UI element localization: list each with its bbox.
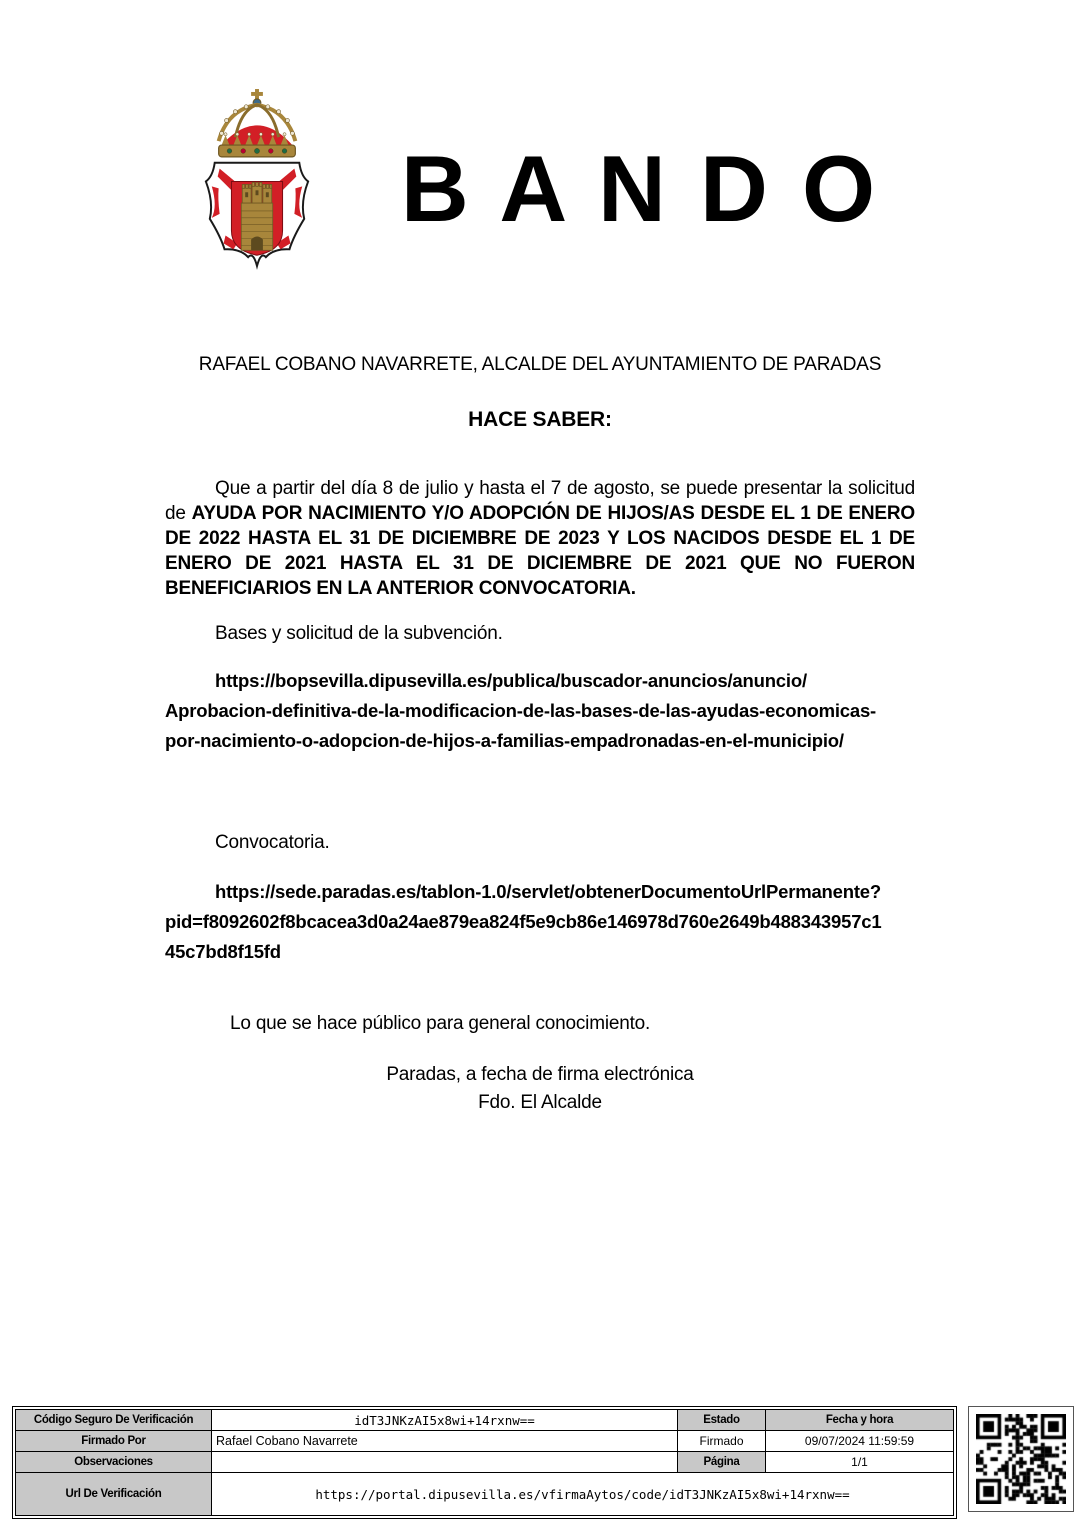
firmado-por-label: Firmado Por <box>16 1431 212 1452</box>
verification-table <box>15 1409 954 1516</box>
addressee-line: RAFAEL COBANO NAVARRETE, ALCALDE DEL AYUNTAMIENTO DE PARADAS <box>198 354 882 375</box>
pagina-value: 1/1 <box>766 1452 954 1473</box>
table-row <box>16 1452 954 1473</box>
pagina-label: Página <box>678 1452 766 1473</box>
url-line[interactable]: por-nacimiento-o-adopcion-de-hijos-a-familias-empadronadas-en-el-municipio/ <box>165 730 844 751</box>
convocatoria-label: Convocatoria. <box>215 832 330 853</box>
csv-label: Código Seguro De Verificación <box>16 1410 212 1431</box>
url-line[interactable]: 45c7bd8f15fd <box>165 941 281 962</box>
table-row <box>16 1410 954 1431</box>
closing-line: Lo que se hace público para general conocimiento. <box>230 1013 651 1034</box>
coat-of-arms-icon <box>198 88 316 270</box>
convocatoria-url <box>165 877 915 967</box>
csv-value: idT3JNKzAI5x8wi+14rxnw== <box>212 1410 678 1431</box>
signature-line: Fdo. El Alcalde <box>478 1092 602 1113</box>
table-row <box>16 1473 954 1516</box>
page-title: B A N D O <box>400 136 880 241</box>
estado-label: Estado <box>678 1410 766 1431</box>
bases-url <box>165 666 915 756</box>
url-line[interactable]: Aprobacion-definitiva-de-la-modificacion-de-las-bases-de-las-ayudas-economicas- <box>165 700 876 721</box>
table-row <box>16 1431 954 1452</box>
url-line[interactable]: https://sede.paradas.es/tablon-1.0/servlet/obtenerDocumentoUrlPermanente? <box>215 881 881 902</box>
announcement-intro: Que a partir del día 8 de julio y hasta el 7 de agosto, se puede presentar la solicitud de <box>165 478 915 524</box>
url-line[interactable]: pid=f8092602f8bcacea3d0a24ae879ea824f5e9cb86e146978d760e2649b488343957c1 <box>165 911 882 932</box>
url-line[interactable]: https://bopsevilla.dipusevilla.es/publica/buscador-anuncios/anuncio/ <box>215 670 807 691</box>
announcement-paragraph <box>165 476 915 601</box>
place-line: Paradas, a fecha de firma electrónica <box>386 1064 694 1085</box>
firmado-por-value: Rafael Cobano Navarrete <box>212 1431 678 1452</box>
verification-table-frame <box>12 1406 957 1519</box>
fecha-label: Fecha y hora <box>766 1410 954 1431</box>
estado-value: Firmado <box>678 1431 766 1452</box>
observaciones-value <box>212 1452 678 1473</box>
url-verificacion-label: Url De Verificación <box>16 1473 212 1516</box>
qr-code-icon <box>976 1414 1066 1504</box>
qr-box <box>968 1406 1074 1512</box>
bases-label: Bases y solicitud de la subvención. <box>215 623 503 644</box>
observaciones-label: Observaciones <box>16 1452 212 1473</box>
announcement-bold: AYUDA POR NACIMIENTO Y/O ADOPCIÓN DE HIJOS/AS DESDE EL 1 DE ENERO DE 2022 HASTA EL 31 DE DICIEMBRE DE 2023 Y LOS NACIDOS DESDE EL 1 DE ENERO DE 2021 HASTA EL 31 DE DICIEMBRE DE 2021 QUE NO FUERON BENEFICIARIOS EN LA ANTERIOR CONVOCATORIA. <box>165 503 915 599</box>
fecha-value: 09/07/2024 11:59:59 <box>766 1431 954 1452</box>
url-verificacion-value[interactable]: https://portal.dipusevilla.es/vfirmaAytos/code/idT3JNKzAI5x8wi+14rxnw== <box>212 1473 954 1516</box>
document-body <box>165 352 915 1117</box>
hace-saber-heading: HACE SABER: <box>468 408 612 431</box>
